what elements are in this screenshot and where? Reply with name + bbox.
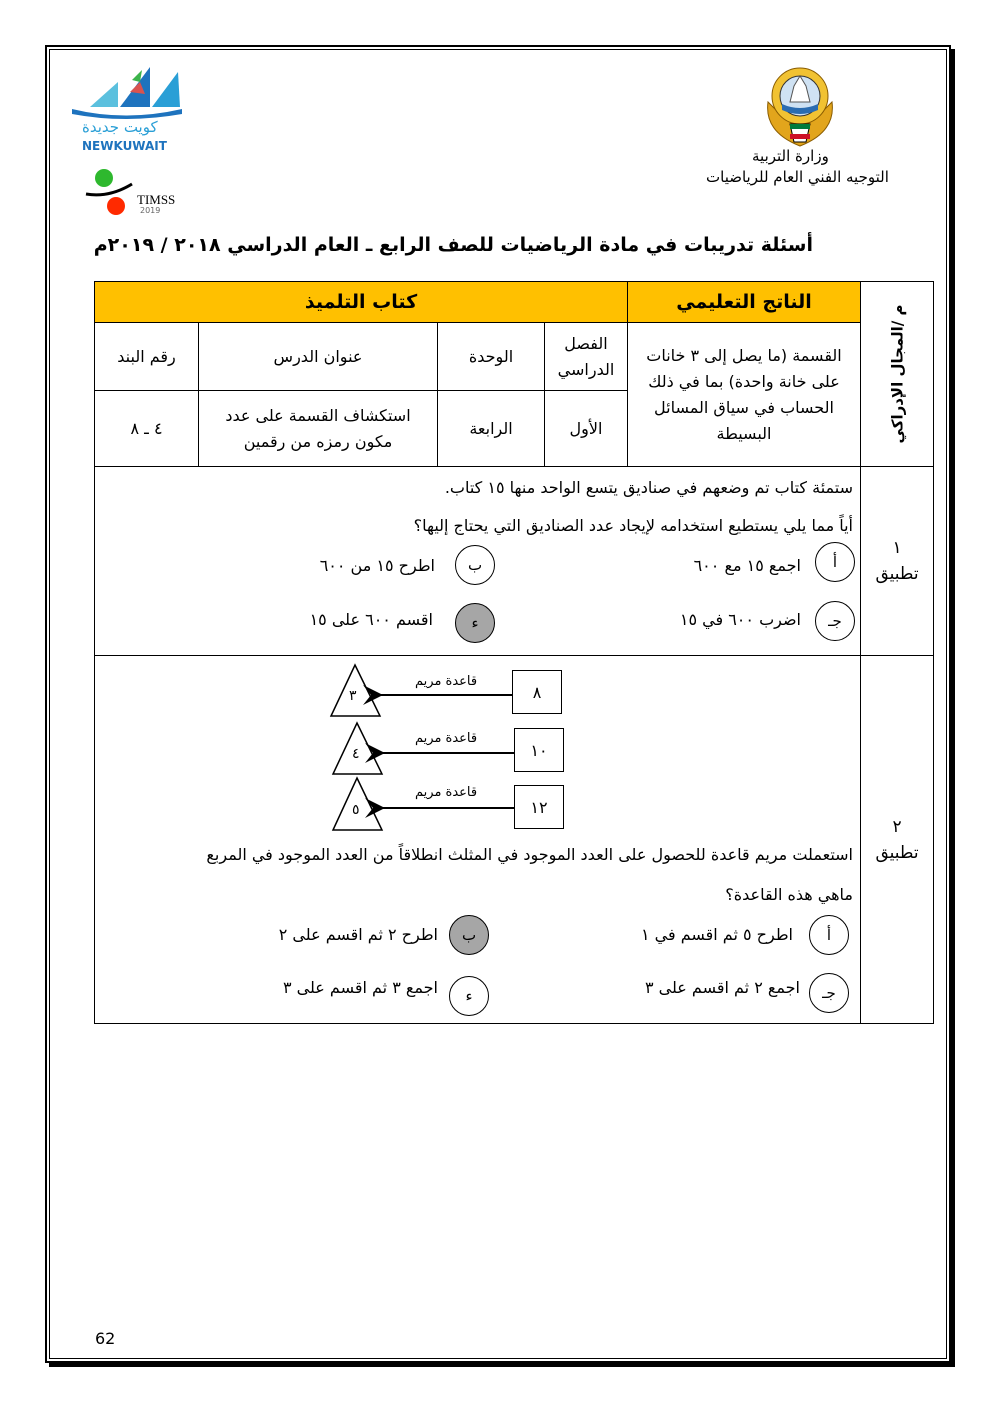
- item-value: ٤ ـ ٨: [94, 390, 199, 467]
- outcome-header: الناتج التعليمي: [627, 281, 861, 323]
- q1-option-d-text: اقسم ٦٠٠ على ١٥: [309, 610, 433, 629]
- q2-stem: استعملت مريم قاعدة للحصول على العدد الموجود في المثلث انطلاقاً من العدد الموجود في المربع: [206, 845, 853, 864]
- semester-header: الفصل الدراسي: [544, 322, 628, 391]
- q2-option-b-text: اطرح ٢ ثم اقسم على ٢: [278, 925, 438, 944]
- q2-question: ماهي هذه القاعدة؟: [725, 885, 853, 904]
- domain-header-cell: [860, 281, 934, 467]
- new-kuwait-logo-ar: كويت جديدة: [82, 118, 158, 136]
- q1-option-a-radio[interactable]: أ: [815, 542, 855, 582]
- page-number: 62: [95, 1329, 116, 1348]
- q2-option-d-radio[interactable]: ء: [449, 976, 489, 1016]
- department-name: التوجيه الفني العام للرياضيات: [706, 168, 889, 186]
- q2-option-a-text: اطرح ٥ ثم اقسم في ١: [640, 925, 793, 944]
- q2-option-a-radio[interactable]: أ: [809, 915, 849, 955]
- unit-value: الرابعة: [437, 390, 545, 467]
- q2-option-b-radio-selected[interactable]: ب: [449, 915, 489, 955]
- q1-domain-cell: [860, 466, 934, 656]
- new-kuwait-logo-en: NEWKUWAIT: [82, 139, 167, 153]
- timss-logo: [84, 160, 136, 220]
- triangle-value-2: ٤: [352, 746, 360, 762]
- q2-option-c-text: اجمع ٢ ثم اقسم على ٣: [644, 978, 800, 997]
- lesson-header: عنوان الدرس: [198, 322, 438, 391]
- q2-domain: تطبيق: [875, 842, 919, 863]
- lesson-value: استكشاف القسمة على عدد مكون رمزه من رقمين: [198, 390, 438, 467]
- q1-number: ١: [892, 538, 902, 558]
- rule-label-3: قاعدة مريم: [415, 785, 478, 800]
- q1-question: أياً مما يلي يستطيع استخدامه لإيجاد عدد الصناديق التي يحتاج إليها؟: [413, 516, 853, 535]
- diagram-row-1: [331, 665, 512, 716]
- timss-logo-year: 2019: [140, 206, 161, 215]
- domain-header: م /المجال الإدراكي: [887, 304, 906, 444]
- q1-option-b-radio[interactable]: ب: [455, 545, 495, 585]
- q1-stem: ستمئة كتاب تم وضعهم في صناديق يتسع الواحد منها ١٥ كتاب.: [444, 478, 853, 497]
- ministry-name: وزارة التربية: [752, 147, 829, 165]
- q1-option-c-radio[interactable]: جـ: [815, 601, 855, 641]
- page-title: أسئلة تدريبات في مادة الرياضيات للصف الرابع ـ العام الدراسي ٢٠١٨ / ٢٠١٩م: [93, 234, 813, 256]
- outcome-text: القسمة (ما يصل إلى ٣ خانات على خانة واحدة) بما في ذلك الحساب في سياق المسائل البسيطة: [627, 322, 861, 467]
- student-book-header: كتاب التلميذ: [94, 281, 628, 323]
- square-1: ٨: [512, 670, 562, 714]
- timss-logo-text: TIMSS: [137, 192, 176, 207]
- rule-label-2: قاعدة مريم: [415, 731, 478, 746]
- rule-label-1: قاعدة مريم: [415, 674, 478, 689]
- q2-domain-cell: [860, 655, 934, 1024]
- q2-number: ٢: [892, 816, 902, 837]
- q1-domain: تطبيق: [875, 564, 919, 584]
- triangle-value-1: ٣: [349, 688, 357, 704]
- square-3: ١٢: [514, 785, 564, 829]
- q2-option-c-radio[interactable]: جـ: [809, 973, 849, 1013]
- q1-option-a-text: اجمع ١٥ مع ٦٠٠: [693, 556, 801, 575]
- q1-option-c-text: اضرب ٦٠٠ في ١٥: [679, 610, 801, 629]
- triangle-value-3: ٥: [352, 802, 360, 818]
- q1-option-b-text: اطرح ١٥ من ٦٠٠: [319, 556, 435, 575]
- item-header: رقم البند: [94, 322, 199, 391]
- q2-option-d-text: اجمع ٣ ثم اقسم على ٣: [282, 978, 438, 997]
- kuwait-emblem-logo: [760, 62, 840, 150]
- new-kuwait-logo: [70, 62, 185, 120]
- q1-option-d-radio-selected[interactable]: ء: [455, 603, 495, 643]
- square-2: ١٠: [514, 728, 564, 772]
- semester-value: الأول: [544, 390, 628, 467]
- unit-header: الوحدة: [437, 322, 545, 391]
